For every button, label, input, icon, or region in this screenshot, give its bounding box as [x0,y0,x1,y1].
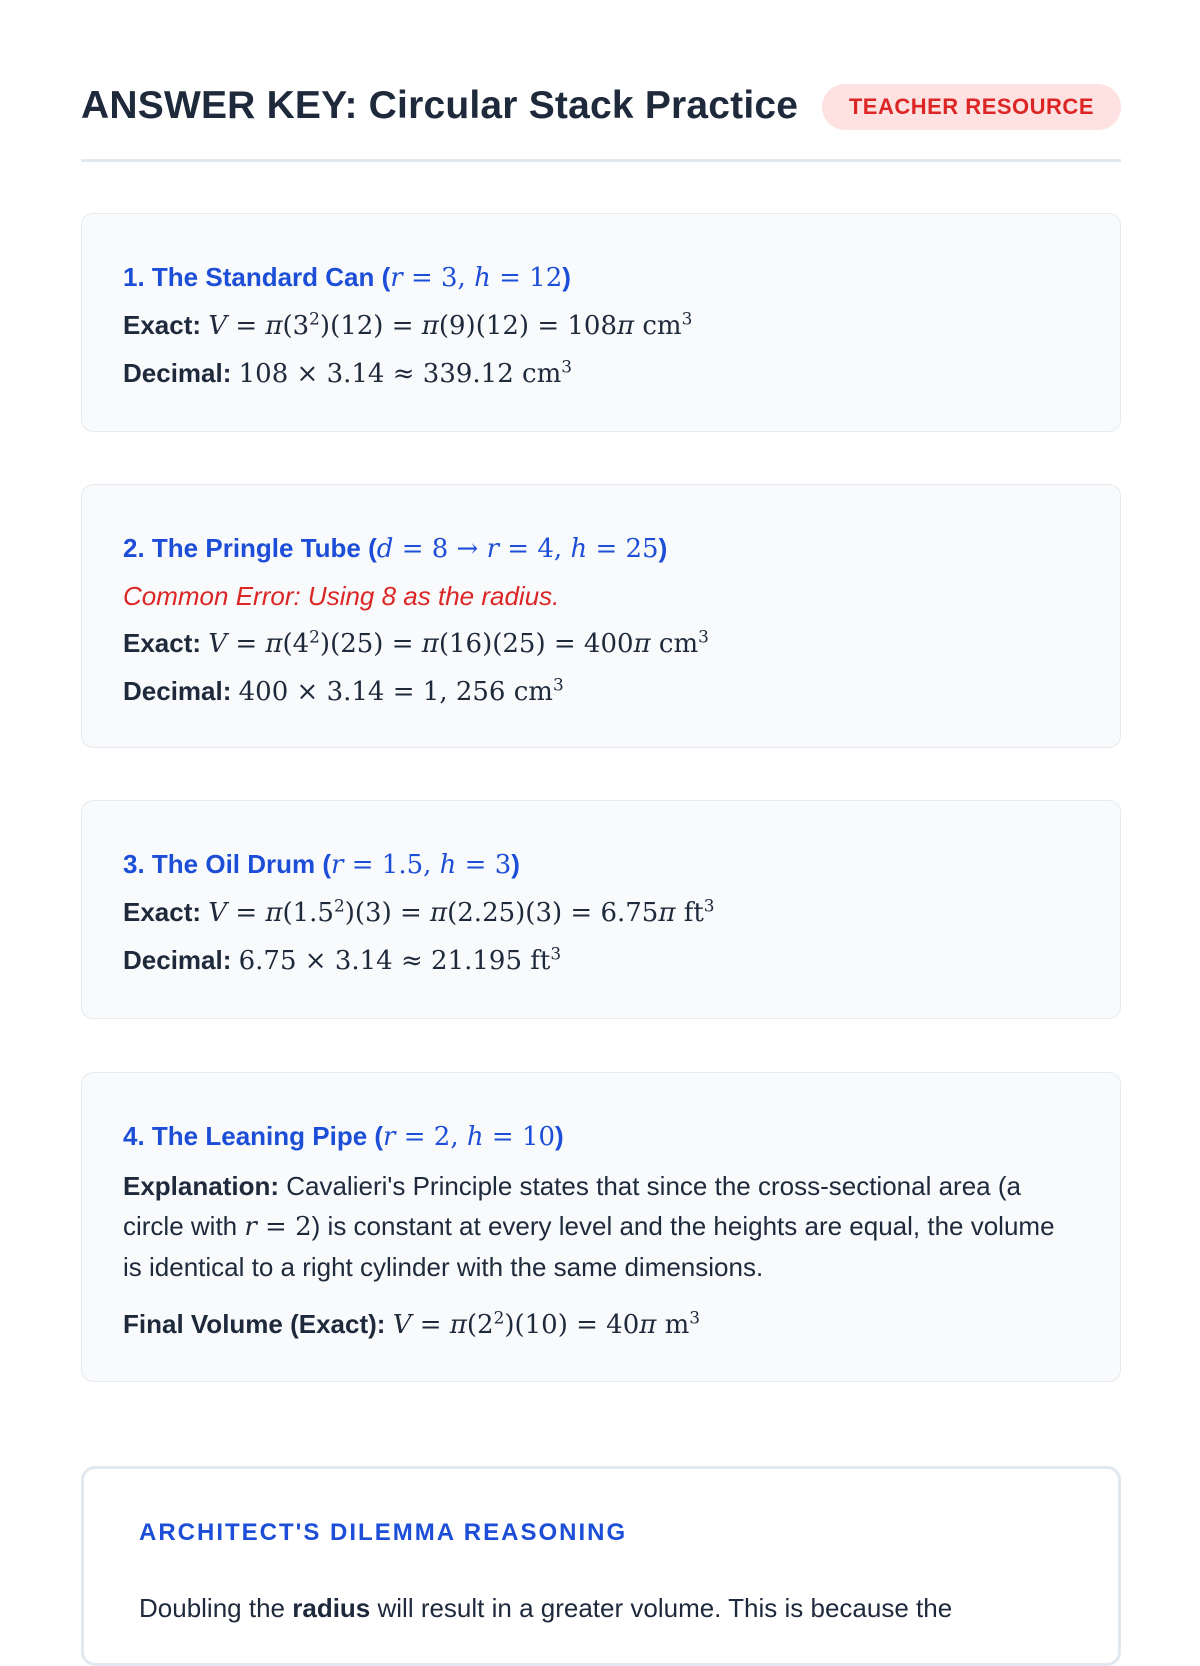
teacher-resource-badge: TEACHER RESOURCE [822,84,1121,130]
problem-heading-close: ) [555,1121,564,1151]
architect-dilemma-card [81,1466,1121,1666]
exact-formula: $V = \pi(1.5^2)(3) = \pi(2.25)(3) = 6.75\pi$ $ft^3$ [208,895,715,928]
dilemma-text-end: will result in a greater volume. This is because the [370,1593,953,1623]
problem-heading-text: 2. The Pringle Tube ( [123,533,377,563]
final-volume-formula: $V = \pi(2^2)(10) = 40\pi$ $m^3$ [392,1307,701,1340]
problem-card-1 [81,213,1121,432]
problem-heading-close: ) [511,849,520,879]
explanation-math: r = 2 [244,1212,312,1242]
problem-heading-math: r = 2, h = 10 [383,1122,556,1152]
explanation-label: Explanation: [123,1171,280,1201]
problem-heading [123,259,1079,296]
problem-heading-math: r = 1.5, h = 3 [331,850,512,880]
problem-heading-math: d = 8 → r = 4, h = 25 [376,534,659,564]
explanation-text-end: ) is constant at every level and the heights are equal, the volume is identical to a right cylinder with the same dimensions. [123,1211,1055,1282]
problem-heading [123,846,1079,883]
common-error-note: Common Error: Using 8 as the radius. [123,581,560,611]
decimal-line [123,942,1079,979]
problem-heading-math: r = 3, h = 12 [390,263,563,293]
dilemma-heading: ARCHITECT'S DILEMMA REASONING [139,1519,628,1546]
problem-heading-text: 1. The Standard Can ( [123,262,391,292]
explanation-text-start: Cavalieri's Principle states that since the cross-sectional area (a circle with [123,1171,1021,1241]
problem-heading-text: 4. The Leaning Pipe ( [123,1121,384,1151]
problem-heading-close: ) [562,262,571,292]
problem-card-4 [81,1072,1121,1382]
dilemma-text-bold: radius [292,1593,371,1623]
exact-label: Exact: [123,897,202,927]
final-volume-label: Final Volume (Exact): [123,1309,386,1339]
problem-heading [123,1118,1079,1155]
decimal-line [123,673,1079,710]
decimal-line [123,355,1079,392]
exact-formula: $V = \pi(4^2)(25) = \pi(16)(25) = 400\pi$ $cm^3$ [208,626,709,659]
exact-label: Exact: [123,628,202,658]
exact-line [123,894,1079,931]
final-volume-line [123,1306,1079,1343]
decimal-label: Decimal: [123,358,232,388]
problem-heading-text: 3. The Oil Drum ( [123,849,332,879]
decimal-formula: 108 × 3.14 ≈ 339.12 $cm^3$ [238,356,572,389]
dilemma-text-start: Doubling the [139,1593,293,1623]
problem-card-3 [81,800,1121,1019]
decimal-label: Decimal: [123,676,232,706]
exact-label: Exact: [123,310,202,340]
exact-formula: $V = \pi(3^2)(12) = \pi(9)(12) = 108\pi$ $cm^3$ [208,308,693,341]
page-header [81,80,1121,162]
page-title: ANSWER KEY: Circular Stack Practice [81,84,799,127]
exact-line [123,625,1079,662]
problem-heading-close: ) [658,533,668,563]
dilemma-text [139,1588,1063,1628]
problem-heading [123,530,1079,567]
decimal-formula: 400 × 3.14 = 1, 256 $cm^3$ [238,674,564,707]
exact-line [123,307,1079,344]
problem-card-2 [81,484,1121,748]
explanation-paragraph [123,1166,1079,1287]
decimal-formula: 6.75 × 3.14 ≈ 21.195 $ft^3$ [238,943,562,976]
decimal-label: Decimal: [123,945,232,975]
